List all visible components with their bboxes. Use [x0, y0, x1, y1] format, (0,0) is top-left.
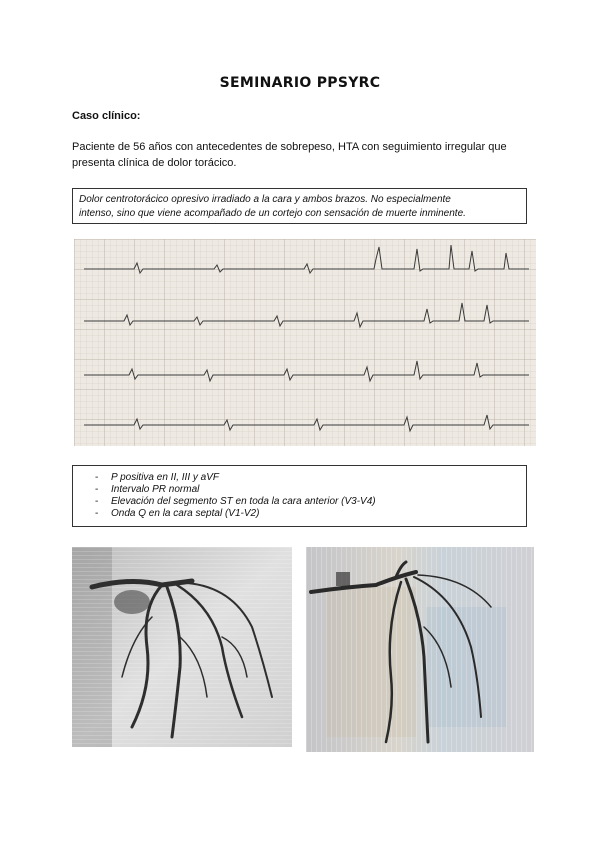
case-label: Caso clínico:	[72, 110, 141, 122]
bullet-dash: -	[95, 484, 99, 495]
ecg-image	[74, 239, 536, 446]
symptom-box	[72, 188, 527, 224]
finding-text: Elevación del segmento ST en toda la cara anterior (V3-V4)	[111, 496, 376, 507]
finding-item	[95, 472, 526, 484]
finding-item	[95, 496, 526, 508]
finding-item	[95, 508, 526, 520]
finding-text: Onda Q en la cara septal (V1-V2)	[111, 508, 260, 519]
ecg-findings-box	[72, 465, 527, 527]
symptom-line-1: Dolor centrotorácico opresivo irradiado a la cara y ambos brazos. No especialmente	[79, 194, 451, 205]
finding-text: Intervalo PR normal	[111, 484, 200, 495]
angiography-image-right	[306, 547, 534, 752]
document-title: SEMINARIO PPSYRC	[219, 75, 381, 91]
case-intro: Paciente de 56 años con antecedentes de sobrepeso, HTA con seguimiento irregular que presenta clínica de dolor torácico.	[72, 141, 507, 169]
findings-list	[95, 472, 526, 520]
angiography-image-left	[72, 547, 292, 747]
finding-item	[95, 484, 526, 496]
symptom-line-2: intenso, sino que viene acompañado de un cortejo con sensación de muerte inminente.	[79, 207, 466, 219]
bullet-dash: -	[95, 496, 99, 507]
finding-text: P positiva en II, III y aVF	[111, 472, 220, 483]
bullet-dash: -	[95, 508, 99, 519]
bullet-dash: -	[95, 472, 99, 483]
